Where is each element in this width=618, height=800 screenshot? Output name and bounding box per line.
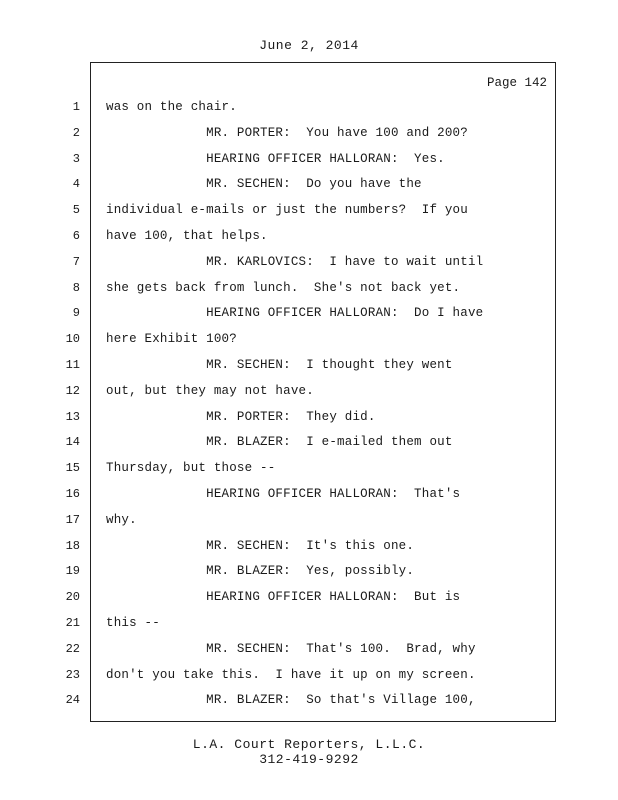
line-number: 10 [65,332,80,347]
line-number: 9 [72,306,80,321]
transcript-line-text: Thursday, but those -- [106,461,276,476]
transcript-line-text: this -- [106,616,160,630]
line-number: 20 [65,590,80,605]
transcript-line-text: out, but they may not have. [106,383,314,398]
transcript-line-text: HEARING OFFICER HALLORAN: That's [106,487,461,501]
line-number: 24 [65,693,80,708]
transcript-line-text: MR. BLAZER: So that's Village 100, [106,693,476,708]
transcript-line-text: have 100, that helps. [106,229,268,243]
transcript-line-text: MR. BLAZER: I e-mailed them out [106,435,453,450]
transcript-line-text: MR. SECHEN: It's this one. [106,538,415,553]
transcript-line-text: HEARING OFFICER HALLORAN: But is [106,590,461,605]
court-reporter-phone: 312-419-9292 [259,752,359,767]
line-number: 16 [65,487,80,501]
transcript-line-text: here Exhibit 100? [106,332,237,347]
line-number: 12 [65,383,80,398]
line-number: 7 [72,254,80,269]
line-number: 13 [65,409,80,424]
line-number: 11 [65,358,80,372]
line-number: 6 [72,229,80,243]
line-number: 22 [65,641,80,656]
transcript-line-text: MR. PORTER: You have 100 and 200? [106,125,468,140]
transcript-line-text: MR. KARLOVICS: I have to wait until [106,254,484,269]
transcript-line-text: MR. SECHEN: I thought they went [106,358,453,372]
line-number: 4 [72,177,80,192]
line-number: 2 [72,125,80,140]
court-reporter-company: L.A. Court Reporters, L.L.C. [192,737,426,752]
line-number: 14 [65,435,80,450]
line-number: 1 [72,100,80,114]
transcript-line-text: MR. SECHEN: Do you have the [106,177,422,192]
line-number: 8 [72,280,80,295]
transcript-line-text: HEARING OFFICER HALLORAN: Yes. [106,151,445,166]
line-number: 23 [65,667,80,682]
transcript-line-text: she gets back from lunch. She's not back yet. [106,280,461,295]
line-number: 18 [65,538,80,553]
transcript-line-text: MR. SECHEN: That's 100. Brad, why [106,641,476,656]
transcript-line-text: was on the chair. [106,100,237,114]
transcript-line-text: MR. BLAZER: Yes, possibly. [106,564,415,579]
line-number: 5 [72,203,80,218]
transcript-line-text: why. [106,512,137,527]
transcript-line-text: don't you take this. I have it up on my screen. [106,667,476,682]
line-number: 19 [65,564,80,579]
line-number: 3 [72,151,80,166]
transcript-line-text: individual e-mails or just the numbers? If you [106,203,468,218]
transcript-line-text: MR. PORTER: They did. [106,409,376,424]
line-number: 17 [65,512,80,527]
line-number: 15 [65,461,80,476]
line-number: 21 [65,616,80,630]
transcript-line-text: HEARING OFFICER HALLORAN: Do I have [106,306,484,321]
transcript-date: June 2, 2014 [259,38,359,53]
page-number-label: Page 142 [487,76,548,90]
